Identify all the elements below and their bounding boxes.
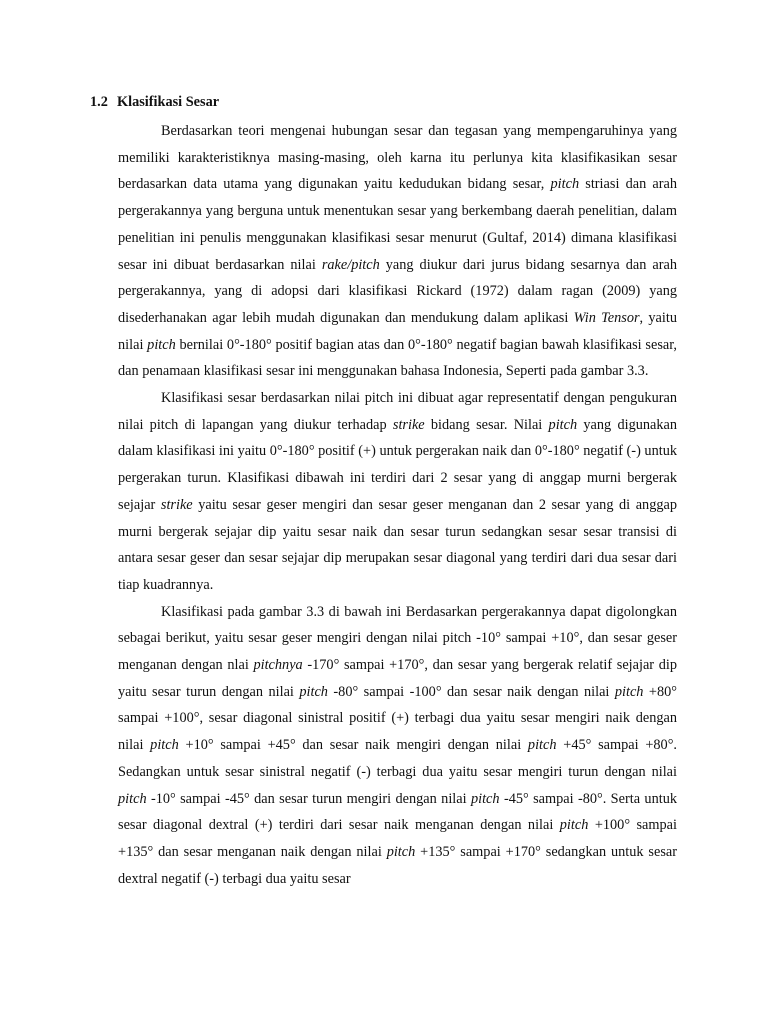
italic-term: pitch bbox=[550, 176, 580, 193]
text-run: +80° sampai +100°, sesar diagonal sinistral positif (+) terbagi dua yaitu sesar mengiri naik dengan nilai bbox=[118, 683, 677, 754]
text-run: , yaitu nilai bbox=[118, 309, 677, 353]
text-run: yang digunakan dalam klasifikasi ini yaitu 0°-180° positif (+) untuk pergerakan naik dan 0°-180° negatif (-) untuk pergerakan turun. Klasifikasi dibawah ini terdiri dari 2 sesar yang di anggap murni bergerak sejajar bbox=[118, 416, 678, 513]
text-run: -45° sampai -80°. Serta untuk sesar diagonal dextral (+) terdiri dari sesar naik menganan dengan nilai bbox=[118, 790, 678, 834]
text-run: Klasifikasi pada gambar 3.3 di bawah ini Berdasarkan pergerakannya dapat digolongkan sebagai berikut, yaitu sesar geser mengiri dengan nilai pitch -10° sampai +10°, dan sesar geser menganan dengan nlai bbox=[118, 603, 677, 674]
italic-term: pitch bbox=[548, 416, 578, 433]
paragraph bbox=[118, 599, 677, 893]
italic-term: strike bbox=[160, 496, 193, 513]
text-run: striasi dan arah pergerakannya yang berguna untuk menentukan sesar yang berkembang daerah penelitian, dalam penelitian ini penulis menggunakan klasifikasi sesar menurut (Gultaf, 2014) dimana klasifikasi sesar ini dibuat berdasarkan nilai bbox=[118, 176, 677, 273]
italic-term: pitch bbox=[147, 336, 176, 353]
body-text bbox=[118, 118, 677, 892]
section-number: 1.2 bbox=[90, 94, 108, 110]
italic-term: pitch bbox=[386, 843, 416, 860]
text-run: yaitu sesar geser mengiri dan sesar geser menganan dan 2 sesar yang di anggap murni bergerak sejajar dip yaitu sesar naik dan sesar turun sedangkan sesar sesar transisi di antara sesar geser dan sesar sejajar dip merupakan sesar diagonal yang terdiri dari dua sesar dari tiap kuadrannya. bbox=[118, 496, 677, 593]
text-run: Berdasarkan teori mengenai hubungan sesar dan tegasan yang mempengaruhinya yang memiliki karakteristiknya masing-masing, oleh karna itu perlunya kita klasifikasikan sesar berdasarkan data utama yang digunakan yaitu kedudukan bidang sesar, bbox=[118, 123, 677, 193]
paragraph bbox=[118, 385, 677, 599]
section-title: Klasifikasi Sesar bbox=[117, 94, 220, 110]
italic-term: pitch bbox=[614, 683, 644, 700]
italic-term: Win Tensor bbox=[573, 309, 640, 326]
text-run: bernilai 0°-180° positif bagian atas dan 0°-180° negatif bagian bawah klasifikasi sesar, dan penamaan klasifikasi sesar ini menggunakan bahasa Indonesia, Seperti pada gambar 3.3. bbox=[118, 336, 677, 380]
italic-term: rake/pitch bbox=[321, 256, 380, 273]
italic-term: strike bbox=[392, 416, 425, 433]
text-run: -10° sampai -45° dan sesar turun mengiri dengan nilai bbox=[146, 790, 471, 807]
text-run: yang diukur dari jurus bidang sesarnya dan arah pergerakannya, yang di adopsi dari klasifikasi Rickard (1972) dalam ragan (2009) yang disederhanakan agar lebih mudah digunakan dan mendukung dalam aplikasi bbox=[118, 256, 677, 326]
italic-term: pitch bbox=[559, 817, 589, 834]
text-run: +135° sampai +170° sedangkan untuk sesar dextral negatif (-) terbagi dua yaitu sesar bbox=[118, 843, 678, 887]
text-run: Klasifikasi sesar berdasarkan nilai pitch ini dibuat agar representatif dengan pengukuran nilai pitch di lapangan yang diukur terhadap bbox=[118, 390, 677, 433]
paragraph bbox=[118, 118, 677, 385]
text-run: bidang sesar. Nilai bbox=[424, 416, 549, 433]
text-run: +100° sampai +135° dan sesar menganan naik dengan nilai bbox=[118, 817, 677, 860]
text-run: -170° sampai +170°, dan sesar yang bergerak relatif sejajar dip yaitu sesar turun dengan nilai bbox=[118, 657, 677, 700]
text-run: +10° sampai +45° dan sesar naik mengiri dengan nilai bbox=[178, 737, 528, 754]
text-run: -80° sampai -100° dan sesar naik dengan nilai bbox=[327, 683, 615, 700]
italic-term: pitch bbox=[150, 737, 179, 754]
text-run: +45° sampai +80°. Sedangkan untuk sesar sinistral negatif (-) terbagi dua yaitu sesar mengiri turun dengan nilai bbox=[118, 737, 677, 780]
section-heading bbox=[90, 92, 677, 113]
italic-term: pitchnya bbox=[253, 657, 303, 674]
italic-term: pitch bbox=[118, 790, 147, 807]
italic-term: pitch bbox=[470, 790, 500, 807]
italic-term: pitch bbox=[299, 683, 328, 700]
italic-term: pitch bbox=[527, 737, 557, 754]
